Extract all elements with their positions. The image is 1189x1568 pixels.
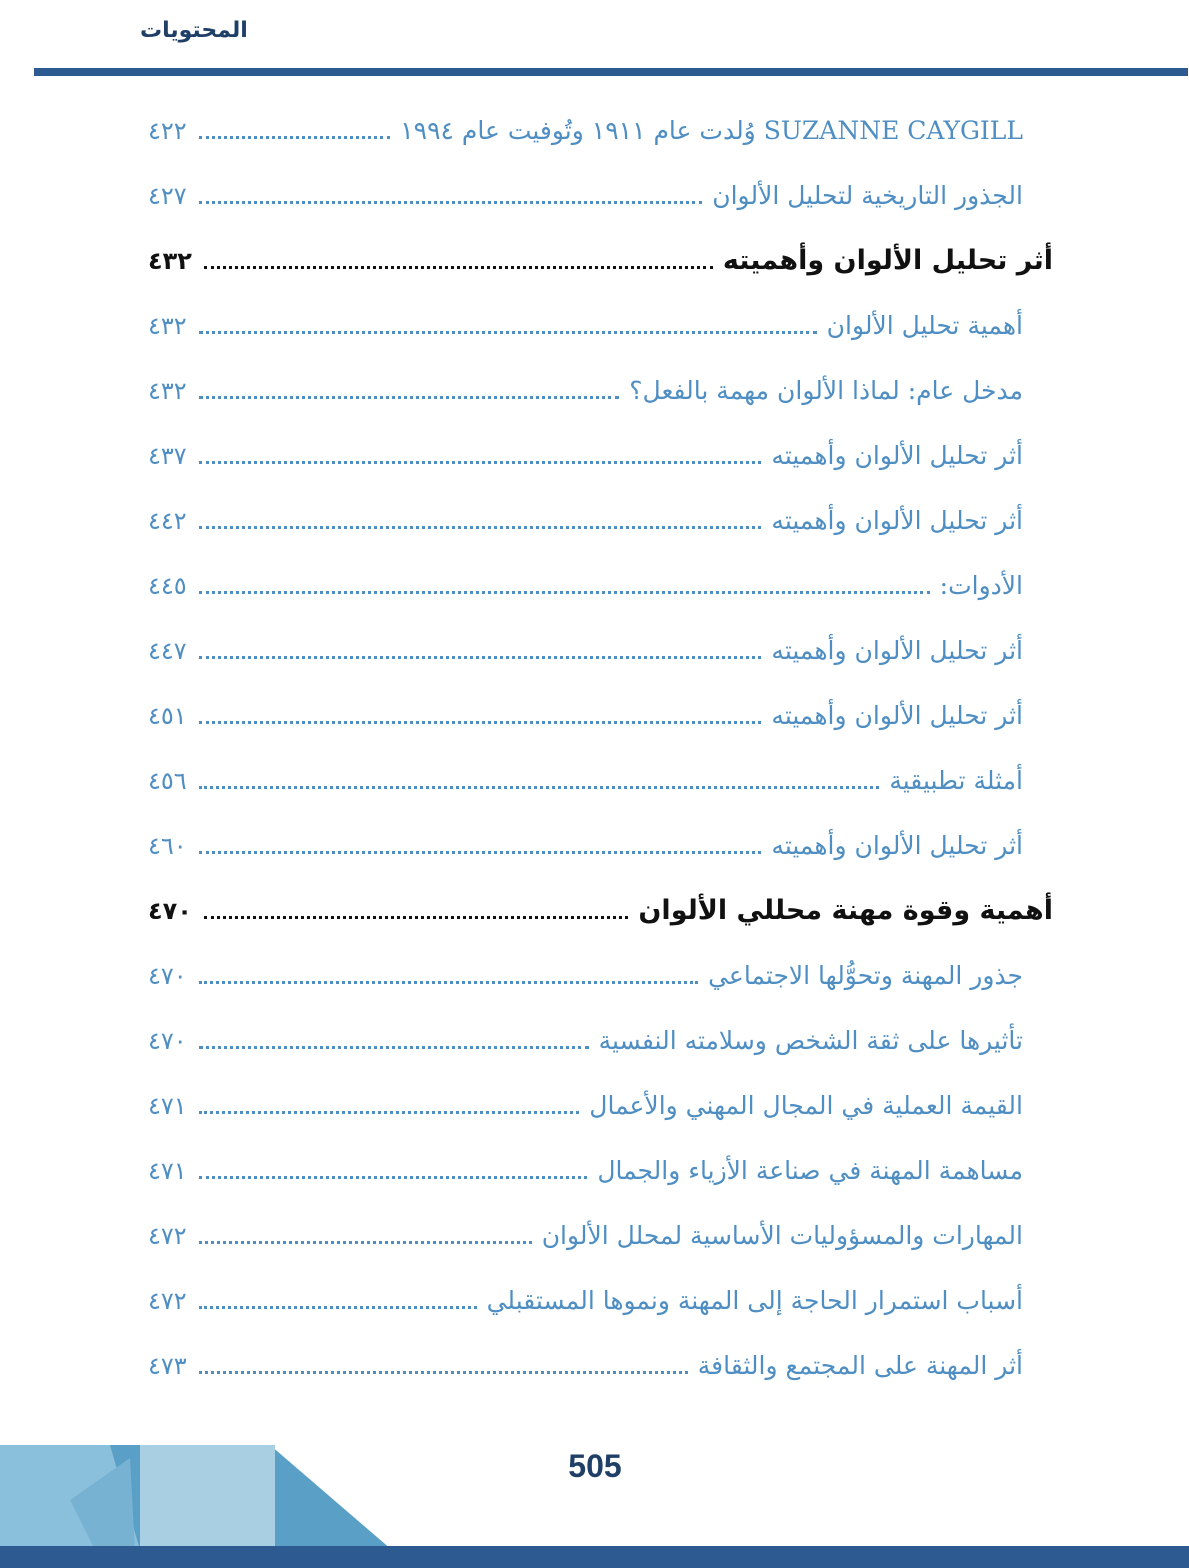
toc-page-number: ٤٧١ — [148, 1091, 187, 1120]
toc-page-number: ٤٣٢ — [148, 311, 187, 340]
toc-dot-leader — [199, 1176, 588, 1179]
toc-entry[interactable] — [148, 1138, 1053, 1203]
toc-entry[interactable] — [148, 98, 1053, 163]
toc-entry-title: أهمية تحليل الألوان — [826, 311, 1023, 340]
toc-entry-title: مساهمة المهنة في صناعة الأزياء والجمال — [597, 1156, 1023, 1185]
toc-dot-leader — [199, 461, 762, 464]
toc-page-number: ٤٧٠ — [148, 961, 187, 990]
toc-section-heading[interactable] — [148, 878, 1053, 943]
toc-page-number: ٤٢٧ — [148, 181, 187, 210]
toc-entry-title: أثر تحليل الألوان وأهميته — [771, 636, 1023, 665]
toc-dot-leader — [199, 201, 703, 204]
toc-dot-leader — [199, 1306, 477, 1309]
toc-entry-title: القيمة العملية في المجال المهني والأعمال — [589, 1091, 1023, 1120]
toc-entry-title: أثر تحليل الألوان وأهميته — [771, 506, 1023, 535]
page-number: 505 — [568, 1448, 622, 1484]
toc-entry-title: أمثلة تطبيقية — [889, 766, 1023, 795]
toc-entry[interactable] — [148, 943, 1053, 1008]
toc-page-number: ٤٥٦ — [148, 766, 187, 795]
toc-dot-leader — [199, 136, 391, 139]
toc-entry-title: الجذور التاريخية لتحليل الألوان — [712, 181, 1023, 210]
toc-entry[interactable] — [148, 553, 1053, 618]
toc-entry[interactable] — [148, 1203, 1053, 1268]
toc-page-number: ٤٧٢ — [148, 1221, 187, 1250]
footer-light-panel — [140, 1445, 275, 1550]
toc-entry-title: أثر تحليل الألوان وأهميته — [771, 441, 1023, 470]
toc-entry-title: SUZANNE CAYGILL وُلدت عام ١٩١١ وتُوفيت عام ١٩٩٤ — [400, 116, 1023, 145]
toc-entry[interactable] — [148, 813, 1053, 878]
toc-page-number: ٤٣٧ — [148, 441, 187, 470]
toc-dot-leader — [199, 851, 762, 854]
toc-entry[interactable] — [148, 163, 1053, 228]
toc-page-number: ٤٧٠ — [148, 1026, 187, 1055]
toc-dot-leader — [199, 786, 880, 789]
toc-dot-leader — [204, 916, 628, 919]
toc-page-number: ٤٧١ — [148, 1156, 187, 1185]
toc-entry[interactable] — [148, 293, 1053, 358]
toc-dot-leader — [204, 266, 713, 269]
toc-entry-title: أثر تحليل الألوان وأهميته — [722, 245, 1053, 276]
toc-entry[interactable] — [148, 488, 1053, 553]
toc-entry[interactable] — [148, 1333, 1053, 1398]
toc-page-number: ٤٥١ — [148, 701, 187, 730]
toc-dot-leader — [199, 526, 762, 529]
toc-page-number: ٤٧٠ — [148, 896, 192, 925]
toc-entry-title: الأدوات: — [939, 571, 1023, 600]
page-header-title: المحتويات — [140, 18, 248, 43]
toc-page-number: ٤٣٢ — [148, 376, 187, 405]
toc-dot-leader — [199, 331, 817, 334]
toc-dot-leader — [199, 1371, 688, 1374]
toc-page-number: ٤٢٢ — [148, 116, 187, 145]
toc-page-number: ٤٤٧ — [148, 636, 187, 665]
toc-dot-leader — [199, 656, 762, 659]
toc-entry-title: تأثيرها على ثقة الشخص وسلامته النفسية — [598, 1026, 1023, 1055]
footer-bar — [0, 1546, 1189, 1568]
toc-page-number: ٤٤٢ — [148, 506, 187, 535]
table-of-contents — [148, 98, 1053, 1398]
toc-dot-leader — [199, 591, 930, 594]
toc-dot-leader — [199, 396, 620, 399]
toc-dot-leader — [199, 1046, 589, 1049]
toc-page-number: ٤٤٥ — [148, 571, 187, 600]
toc-entry-title: أثر تحليل الألوان وأهميته — [771, 701, 1023, 730]
toc-entry[interactable] — [148, 1268, 1053, 1333]
toc-dot-leader — [199, 981, 698, 984]
toc-dot-leader — [199, 1241, 532, 1244]
toc-entry[interactable] — [148, 358, 1053, 423]
toc-page-number: ٤٦٠ — [148, 831, 187, 860]
toc-entry-title: مدخل عام: لماذا الألوان مهمة بالفعل؟ — [629, 376, 1023, 405]
toc-entry[interactable] — [148, 748, 1053, 813]
toc-entry[interactable] — [148, 618, 1053, 683]
header-rule — [34, 68, 1188, 76]
toc-entry[interactable] — [148, 423, 1053, 488]
toc-entry-title: أسباب استمرار الحاجة إلى المهنة ونموها المستقبلي — [486, 1286, 1023, 1315]
toc-entry[interactable] — [148, 683, 1053, 748]
toc-page-number: ٤٧٣ — [148, 1351, 187, 1380]
toc-page-number: ٤٧٢ — [148, 1286, 187, 1315]
toc-section-heading[interactable] — [148, 228, 1053, 293]
toc-entry[interactable] — [148, 1073, 1053, 1138]
toc-entry-title: المهارات والمسؤوليات الأساسية لمحلل الألوان — [541, 1221, 1023, 1250]
toc-entry[interactable] — [148, 1008, 1053, 1073]
toc-entry-title: أهمية وقوة مهنة محللي الألوان — [638, 895, 1053, 926]
toc-page-number: ٤٣٢ — [148, 246, 192, 275]
toc-entry-title: أثر المهنة على المجتمع والثقافة — [697, 1351, 1023, 1380]
toc-dot-leader — [199, 721, 762, 724]
toc-entry-title: أثر تحليل الألوان وأهميته — [771, 831, 1023, 860]
toc-entry-title: جذور المهنة وتحوُّلها الاجتماعي — [708, 961, 1023, 990]
toc-dot-leader — [199, 1111, 580, 1114]
